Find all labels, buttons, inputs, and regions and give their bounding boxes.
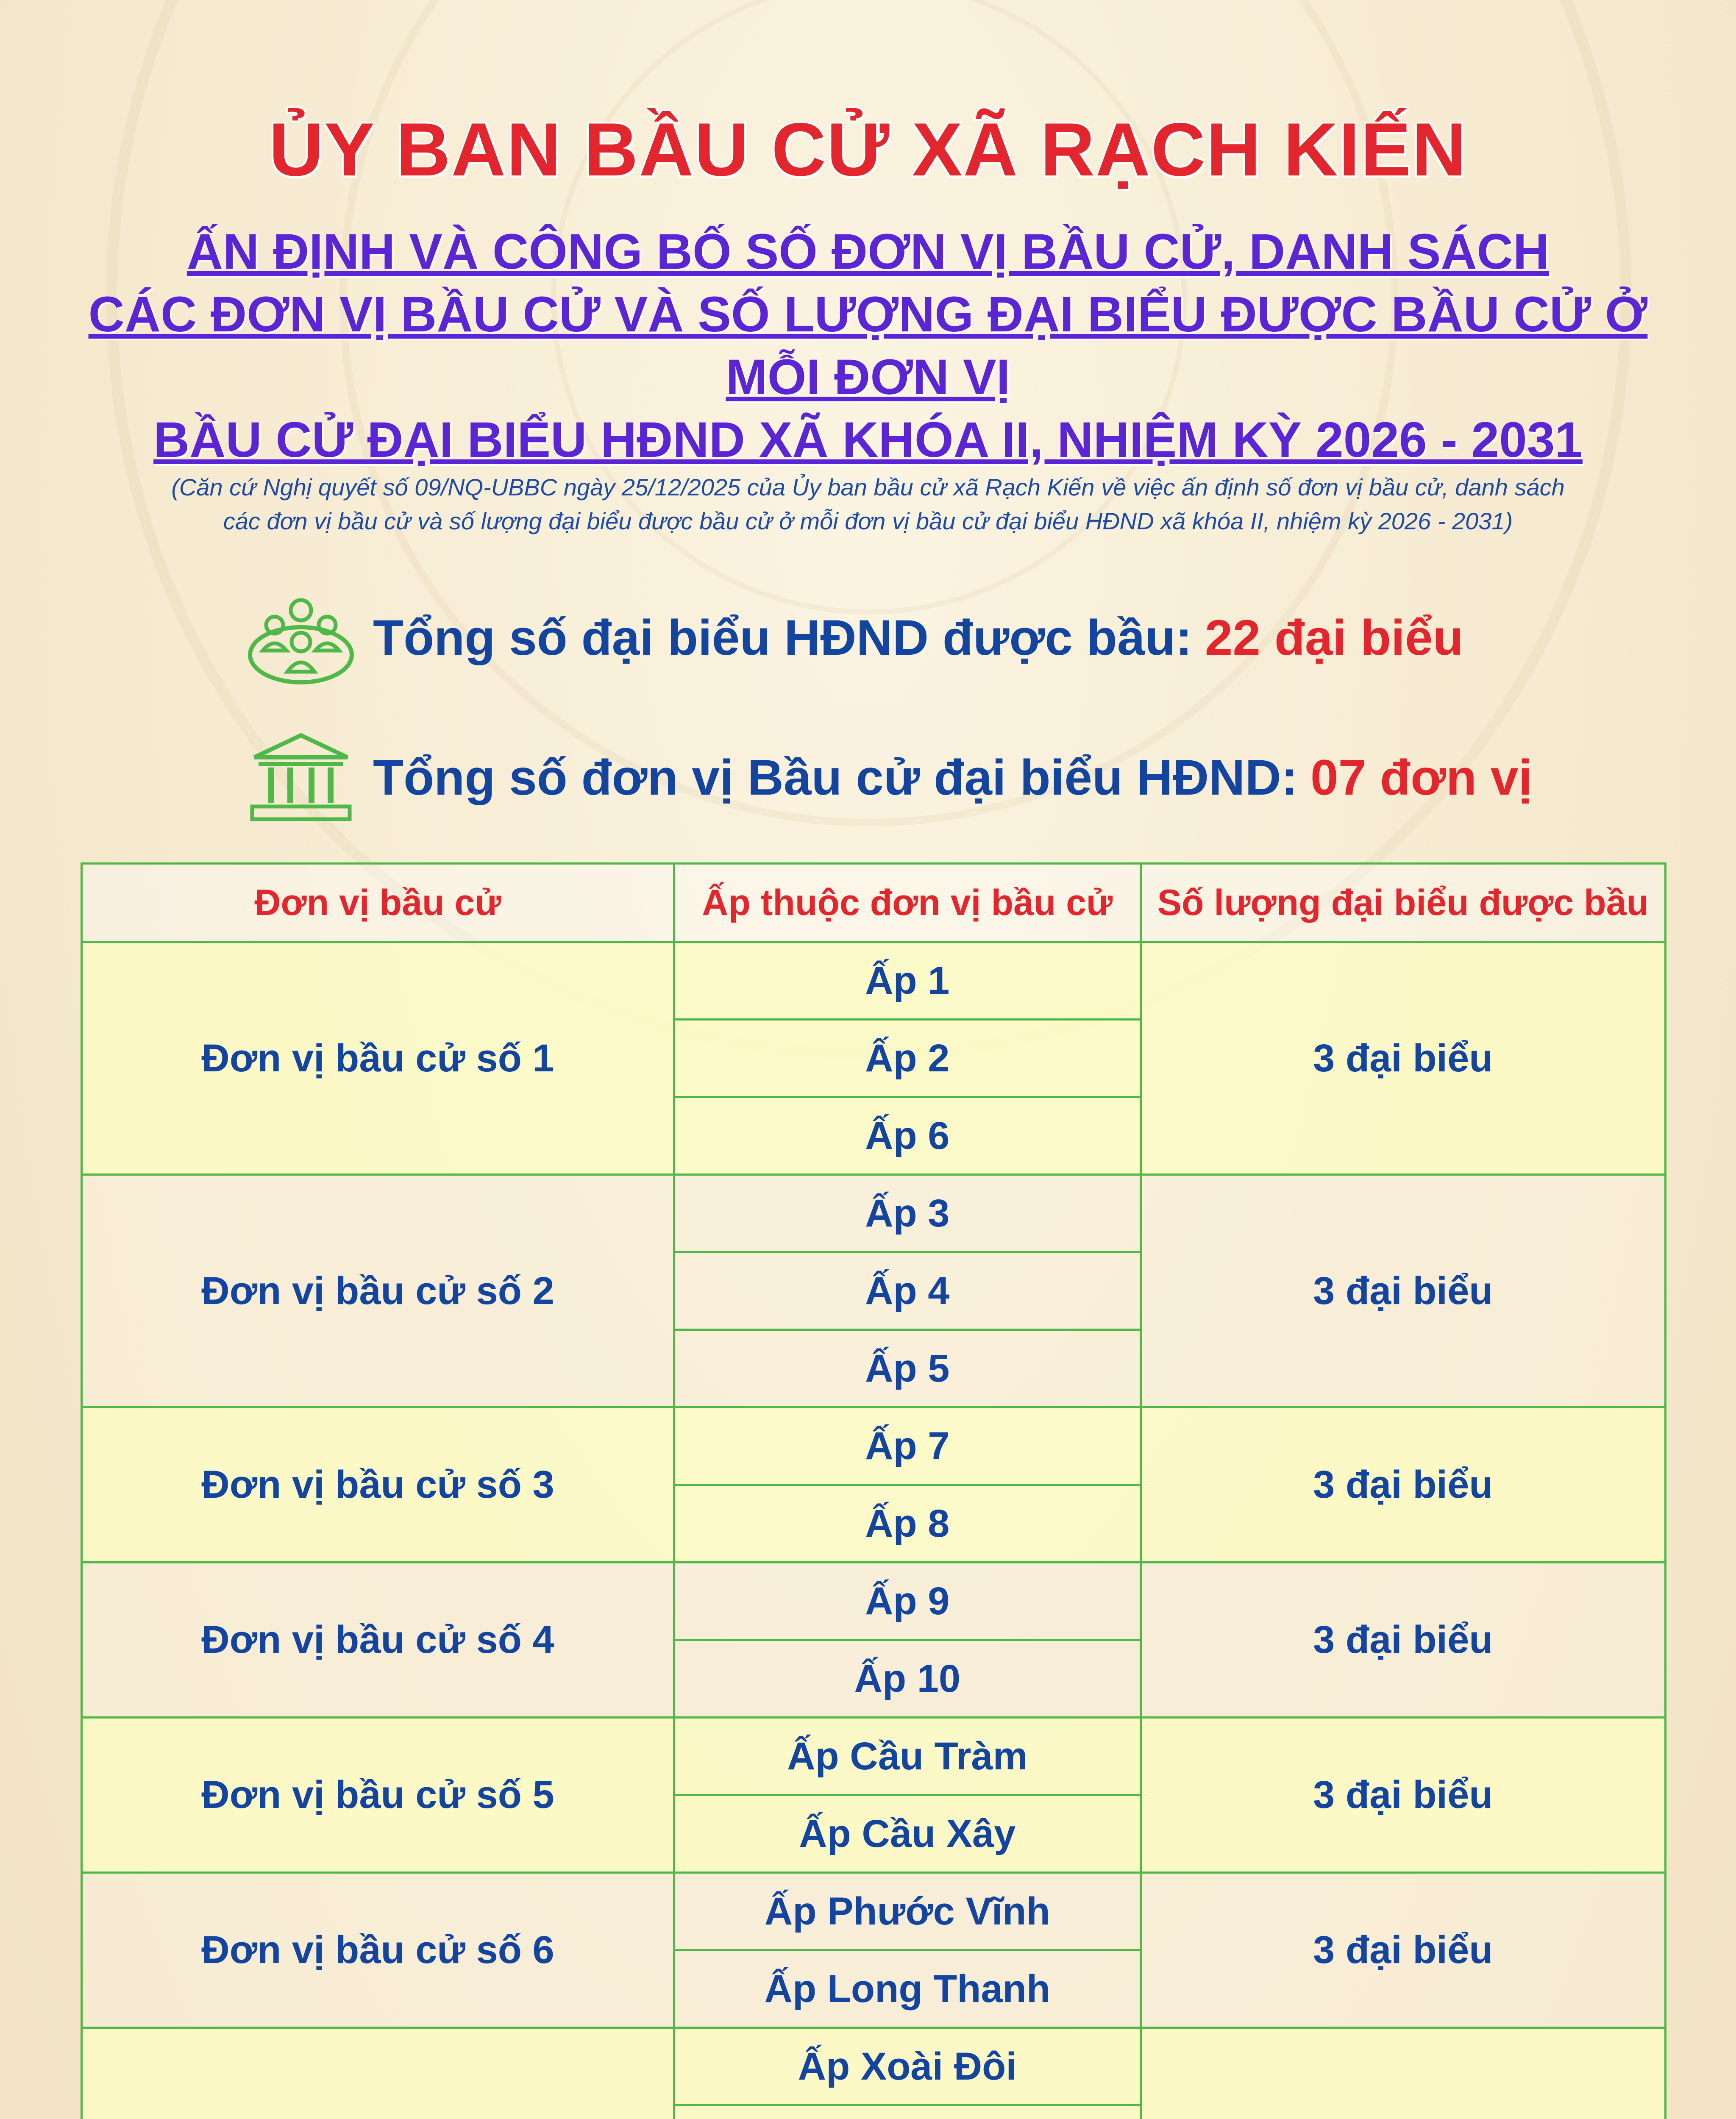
hamlet-cell: Ấp Phước Vĩnh [674,1873,1141,1950]
page-title: ỦY BAN BẦU CỬ XÃ RẠCH KIẾN [269,107,1467,192]
delegate-count: 3 đại biểu [1141,1718,1665,1873]
legal-basis-note [85,470,1651,538]
total-units-label: Tổng số đơn vị Bầu cử đại biểu HĐND: [373,750,1298,806]
government-building-icon [246,731,356,824]
table-row [82,1718,1666,1795]
hamlet-cell: Ấp Cầu Xây [674,1795,1141,1873]
hamlet-cell: Ấp 3 [674,1175,1141,1252]
hamlet-cell [674,2105,1141,2119]
note-line: các đơn vị bầu cử và số lượng đại biểu được bầu cử ở mỗi đơn vị bầu cử đại biểu HĐND xã khóa II, nhiệm kỳ 2026 - 2031) [223,508,1513,534]
subtitle-line: ẤN ĐỊNH VÀ CÔNG BỐ SỐ ĐƠN VỊ BẦU CỬ, DANH SÁCH [186,224,1550,280]
hamlet-cell: Ấp 4 [674,1252,1141,1330]
header-delegates: Số lượng đại biểu được bầu [1141,864,1665,942]
hamlet-cell: Ấp Xoài Đôi [674,2028,1141,2105]
table-header-row [82,864,1666,942]
hamlet-cell: Ấp Cầu Tràm [674,1718,1141,1795]
total-delegates-stat [246,598,1463,678]
delegate-count [1141,2028,1665,2119]
delegate-count: 3 đại biểu [1141,1407,1665,1563]
subtitle-line: CÁC ĐƠN VỊ BẦU CỬ VÀ SỐ LƯỢNG ĐẠI BIỂU ĐƯỢC BẦU CỬ Ở MỖI ĐƠN VỊ [88,286,1648,405]
unit-name: Đơn vị bầu cử số 3 [82,1407,674,1563]
delegate-count: 3 đại biểu [1141,1873,1665,2028]
total-delegates-value: 22 đại biểu [1205,610,1463,666]
unit-name: Đơn vị bầu cử số 4 [82,1563,674,1718]
table-row [82,1873,1666,1950]
unit-name: Đơn vị bầu cử số 5 [82,1718,674,1873]
electoral-units-table [81,862,1666,2119]
subtitle-line: BẦU CỬ ĐẠI BIỂU HĐND XÃ KHÓA II, NHIỆM KỲ 2026 - 2031 [153,412,1583,468]
page-subtitle [64,220,1672,471]
header-unit: Đơn vị bầu cử [82,864,674,942]
note-line: (Căn cứ Nghị quyết số 09/NQ-UBBC ngày 25/12/2025 của Ủy ban bầu cử xã Rạch Kiến về việc ấn định số đơn vị bầu cử, danh sách [171,474,1565,501]
table-row [82,1563,1666,1640]
total-units-stat [246,737,1532,818]
total-delegates-text [373,609,1463,667]
hamlet-cell: Ấp 2 [674,1020,1141,1097]
unit-name [82,2028,674,2119]
table-row [82,2028,1666,2105]
unit-name: Đơn vị bầu cử số 6 [82,1873,674,2028]
hamlet-cell: Ấp 1 [674,942,1141,1020]
total-delegates-label: Tổng số đại biểu HĐND được bầu: [373,610,1192,666]
delegate-count: 3 đại biểu [1141,1175,1665,1407]
unit-name: Đơn vị bầu cử số 1 [82,942,674,1175]
hamlet-cell: Ấp 9 [674,1563,1141,1640]
hamlet-cell: Ấp 8 [674,1485,1141,1563]
table-row [82,942,1666,1020]
hamlet-cell: Ấp Long Thanh [674,1950,1141,2028]
table-row [82,1407,1666,1485]
total-units-value: 07 đơn vị [1310,750,1533,806]
hamlet-cell: Ấp 7 [674,1407,1141,1485]
table-row [82,1175,1666,1252]
hamlet-cell: Ấp 6 [674,1097,1141,1175]
hamlet-cell: Ấp 10 [674,1640,1141,1718]
total-units-text [373,749,1532,806]
delegate-count: 3 đại biểu [1141,1563,1665,1718]
delegate-count: 3 đại biểu [1141,942,1665,1175]
header-hamlets: Ấp thuộc đơn vị bầu cử [674,864,1141,942]
hamlet-cell: Ấp 5 [674,1330,1141,1407]
unit-name: Đơn vị bầu cử số 2 [82,1175,674,1407]
people-group-icon [246,591,356,684]
